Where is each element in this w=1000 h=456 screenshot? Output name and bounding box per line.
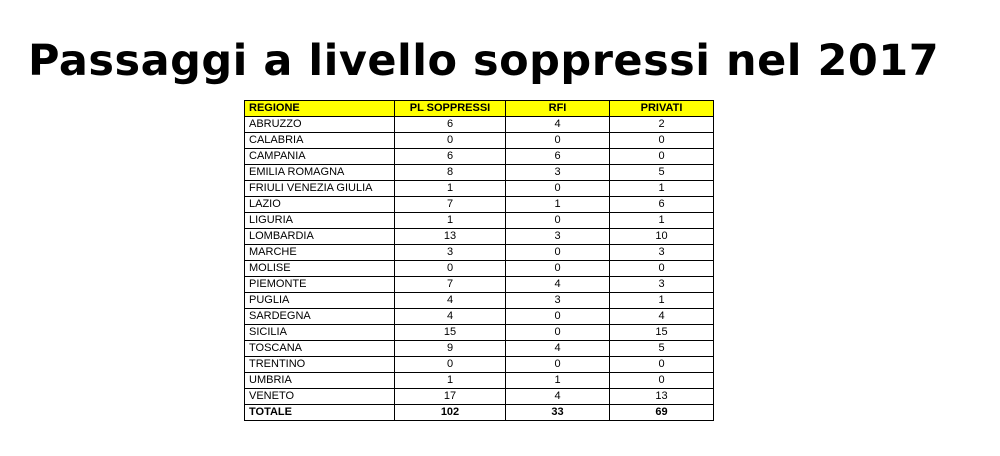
cell-pl-soppressi: 13 xyxy=(395,229,506,245)
table-row xyxy=(245,197,714,213)
table-body xyxy=(245,117,714,405)
cell-rfi: 0 xyxy=(506,133,610,149)
cell-pl-soppressi: 0 xyxy=(395,357,506,373)
total-rfi: 33 xyxy=(506,405,610,421)
cell-privati: 10 xyxy=(610,229,714,245)
cell-pl-soppressi: 0 xyxy=(395,133,506,149)
table-row xyxy=(245,261,714,277)
cell-rfi: 3 xyxy=(506,293,610,309)
page-title: Passaggi a livello soppressi nel 2017 xyxy=(28,36,940,86)
table-row xyxy=(245,229,714,245)
table-row xyxy=(245,277,714,293)
cell-privati: 0 xyxy=(610,373,714,389)
total-label: TOTALE xyxy=(245,405,395,421)
cell-regione: LOMBARDIA xyxy=(245,229,395,245)
cell-privati: 1 xyxy=(610,213,714,229)
header-rfi: RFI xyxy=(506,101,610,117)
cell-regione: ABRUZZO xyxy=(245,117,395,133)
header-regione: REGIONE xyxy=(245,101,395,117)
cell-privati: 0 xyxy=(610,261,714,277)
cell-pl-soppressi: 7 xyxy=(395,197,506,213)
cell-rfi: 4 xyxy=(506,389,610,405)
cell-pl-soppressi: 3 xyxy=(395,245,506,261)
header-pl-soppressi: PL SOPPRESSI xyxy=(395,101,506,117)
cell-regione: SARDEGNA xyxy=(245,309,395,325)
total-privati: 69 xyxy=(610,405,714,421)
table-row xyxy=(245,133,714,149)
table-row xyxy=(245,293,714,309)
cell-regione: CALABRIA xyxy=(245,133,395,149)
cell-privati: 1 xyxy=(610,293,714,309)
cell-regione: TOSCANA xyxy=(245,341,395,357)
cell-pl-soppressi: 1 xyxy=(395,213,506,229)
cell-rfi: 6 xyxy=(506,149,610,165)
cell-privati: 5 xyxy=(610,165,714,181)
table-row xyxy=(245,245,714,261)
cell-pl-soppressi: 4 xyxy=(395,309,506,325)
table-header xyxy=(245,101,714,117)
cell-privati: 6 xyxy=(610,197,714,213)
cell-privati: 2 xyxy=(610,117,714,133)
cell-regione: EMILIA ROMAGNA xyxy=(245,165,395,181)
cell-pl-soppressi: 9 xyxy=(395,341,506,357)
table-footer xyxy=(245,405,714,421)
data-table xyxy=(244,100,714,421)
cell-privati: 1 xyxy=(610,181,714,197)
total-pl-soppressi: 102 xyxy=(395,405,506,421)
cell-regione: TRENTINO xyxy=(245,357,395,373)
cell-rfi: 3 xyxy=(506,165,610,181)
cell-privati: 3 xyxy=(610,245,714,261)
table-row xyxy=(245,117,714,133)
cell-privati: 0 xyxy=(610,149,714,165)
table-row xyxy=(245,165,714,181)
table-row xyxy=(245,389,714,405)
cell-regione: CAMPANIA xyxy=(245,149,395,165)
cell-privati: 0 xyxy=(610,357,714,373)
table-row xyxy=(245,181,714,197)
table-row xyxy=(245,149,714,165)
total-row xyxy=(245,405,714,421)
cell-regione: MOLISE xyxy=(245,261,395,277)
header-privati: PRIVATI xyxy=(610,101,714,117)
cell-regione: VENETO xyxy=(245,389,395,405)
cell-privati: 5 xyxy=(610,341,714,357)
cell-pl-soppressi: 8 xyxy=(395,165,506,181)
cell-pl-soppressi: 1 xyxy=(395,373,506,389)
cell-rfi: 1 xyxy=(506,197,610,213)
cell-rfi: 4 xyxy=(506,341,610,357)
cell-rfi: 4 xyxy=(506,117,610,133)
cell-regione: LIGURIA xyxy=(245,213,395,229)
table-row xyxy=(245,213,714,229)
cell-pl-soppressi: 7 xyxy=(395,277,506,293)
cell-rfi: 3 xyxy=(506,229,610,245)
table-row xyxy=(245,341,714,357)
cell-privati: 15 xyxy=(610,325,714,341)
cell-regione: LAZIO xyxy=(245,197,395,213)
cell-rfi: 0 xyxy=(506,325,610,341)
cell-regione: SICILIA xyxy=(245,325,395,341)
table-row xyxy=(245,309,714,325)
cell-privati: 0 xyxy=(610,133,714,149)
cell-regione: MARCHE xyxy=(245,245,395,261)
cell-pl-soppressi: 6 xyxy=(395,149,506,165)
cell-pl-soppressi: 1 xyxy=(395,181,506,197)
cell-privati: 13 xyxy=(610,389,714,405)
cell-rfi: 0 xyxy=(506,213,610,229)
cell-regione: PIEMONTE xyxy=(245,277,395,293)
table-row xyxy=(245,373,714,389)
cell-rfi: 0 xyxy=(506,357,610,373)
cell-regione: UMBRIA xyxy=(245,373,395,389)
cell-pl-soppressi: 0 xyxy=(395,261,506,277)
cell-privati: 3 xyxy=(610,277,714,293)
table-row xyxy=(245,357,714,373)
cell-regione: FRIULI VENEZIA GIULIA xyxy=(245,181,395,197)
header-row xyxy=(245,101,714,117)
cell-pl-soppressi: 15 xyxy=(395,325,506,341)
cell-rfi: 1 xyxy=(506,373,610,389)
cell-regione: PUGLIA xyxy=(245,293,395,309)
cell-pl-soppressi: 6 xyxy=(395,117,506,133)
cell-pl-soppressi: 17 xyxy=(395,389,506,405)
cell-rfi: 0 xyxy=(506,309,610,325)
cell-privati: 4 xyxy=(610,309,714,325)
cell-rfi: 0 xyxy=(506,181,610,197)
table-row xyxy=(245,325,714,341)
cell-rfi: 0 xyxy=(506,261,610,277)
cell-pl-soppressi: 4 xyxy=(395,293,506,309)
cell-rfi: 0 xyxy=(506,245,610,261)
cell-rfi: 4 xyxy=(506,277,610,293)
